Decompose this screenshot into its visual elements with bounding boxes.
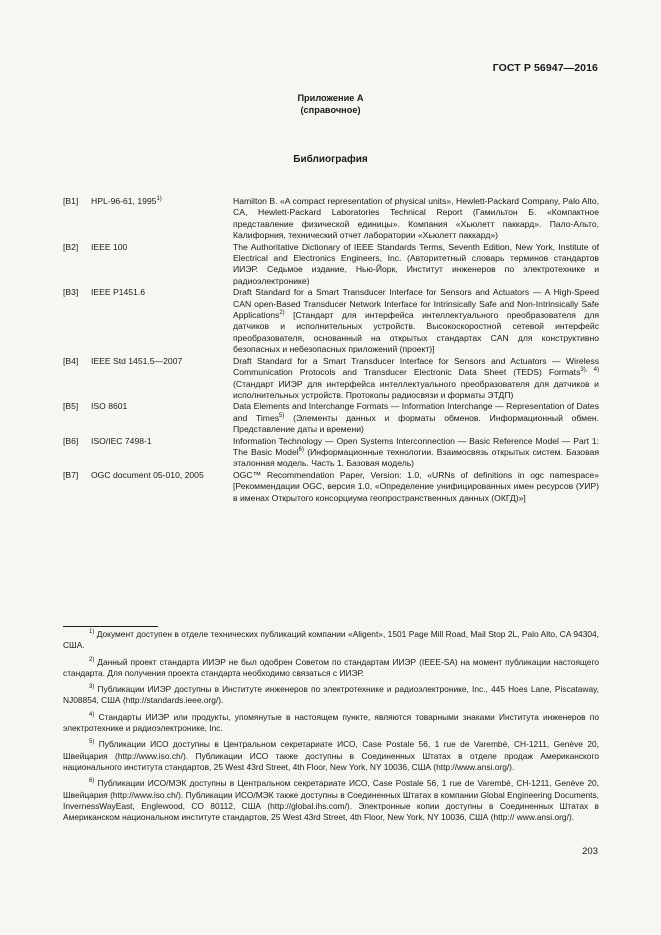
entry-description: The Authoritative Dictionary of IEEE Standards Terms, Seventh Edition, New York, Institute of Electrical and Electronics Engineers, Inc. (Авторитетный словарь терминов стандартов ИИЭР. Седьмое издание, Нью-Йорк, Институт инженеров по электротехнике и радиоэлектронике) — [233, 241, 599, 286]
appendix-heading — [0, 92, 661, 116]
footnote-divider — [63, 626, 158, 627]
entry-description: Draft Standard for a Smart Transducer Interface for Sensors and Actuators — Wireless Communication Protocols and Transducer Electronic Data Sheet (TEDS) Formats$^{3), 4)}$ (Стандарт ИИЭР для интерфейса интеллектуального преобразователя для датчиков и исполнительных устройств. Протоколы радиосвязи и форматы ЭТДП) — [233, 355, 599, 400]
entry-description: Hamilton B. «A compact representation of physical units», Hewlett-Packard Company, Palo Alto, CA, Hewlett-Packard Laboratories Technical Report (Гамильтон Б. «Компактное представление физической единицы». Компания «Хьюлетт паккард». Пало-Альто, Калифорния, технический отчет лаборатории «Хьюлетт паккард») — [233, 196, 599, 241]
footnote: $^{1)}$ Документ доступен в отделе технических публикаций компании «Aligent», 1501 Page Mill Road, Mail Stop 2L, Palo Alto, CA 94304, США. — [63, 629, 599, 651]
bibliography-entry — [63, 242, 599, 288]
bibliography-entry — [63, 196, 599, 242]
entry-identifier: HPL-96-61, 1995$^{1)}$ — [91, 196, 162, 206]
footnote: $^{5)}$ Публикации ИСО доступны в Центральном секретариате ИСО, Case Postale 56, 1 rue de Varembé, CH-1211, Genève 20, Швейцария (http://www.iso.ch/). Публикации ИСО также доступны в Соединенных Штатах в отделе продаж Американского национального института стандартов, 25 West 43rd Street, 4th Floor, New York, NY 10036, США (http://www.ansi.org/). — [63, 739, 599, 772]
footnote-mark: 6) — [89, 778, 95, 785]
bibliography-entry — [63, 436, 599, 470]
footnote-mark: 6) — [298, 447, 304, 454]
entry-description: Information Technology — Open Systems Interconnection — Basic Reference Model — Part 1: The Basic Model$^{6)}$ (Информационные технологии. Взаимосвязь открытых систем. Базовая эталонная модель. Часть 1. Базовая модель) — [233, 435, 599, 469]
footnote: $^{4)}$ Стандарты ИИЭР или продукты, упомянутые в настоящем пункте, являются товарными знаками Института инженеров по электротехнике и радиоэлектронике, Inc. — [63, 711, 599, 734]
entry-description: OGC™ Recommendation Paper, Version: 1.0, «URNs of definitions in ogc namespace» [Рекоммендации OGC, версия 1.0, «Определение унифицированных имен ресурсов (УИР) в именах Открытого консорциума геопространственных данных (ОКГД)»] — [233, 469, 599, 503]
appendix-subtitle: (справочное) — [300, 105, 361, 115]
footnote-mark: 4) — [89, 711, 95, 718]
bibliography-entry — [63, 356, 599, 402]
footnote: $^{3)}$ Публикации ИИЭР доступны в Институте инженеров по электротехнике и радиоэлектронике, Inc., 445 Hoes Lane, Piscataway, NJ08854, США (http://standards.ieee.org/). — [63, 684, 599, 706]
appendix-title: Приложение А — [297, 93, 364, 103]
entry-identifier: OGC document 05-010, 2005 — [91, 469, 204, 480]
page-number: 203 — [582, 846, 598, 857]
footnote-mark: 2) — [279, 310, 285, 317]
bibliography-entry — [63, 470, 599, 504]
footnote-mark: 1) — [156, 196, 162, 203]
footnote-mark: 2) — [89, 656, 95, 663]
entry-number: [B5] — [63, 401, 79, 412]
entry-number: [B6] — [63, 435, 79, 446]
entry-number: [B4] — [63, 355, 79, 366]
bibliography-title: Библиография — [293, 154, 368, 165]
footnote: $^{6)}$ Публикации ИСО/МЭК доступны в Центральном секретариате ИСО, Case Postale 56, 1 rue de Varembé, CH-1211, Genève 20, Швейцария (http://www.iso.ch/). Публикации ИСО/МЭК также доступны в Соединенных Штатах в компании Global Engineering Documents, InvernessWayEast, Englewood, CO 80112, США (http://global.ihs.com/). Электронные копии доступны в Соединенных Штатах в Американском национальном институте стандартов, 25 West 43rd Street, 4th Floor, New York, NY 10036, США (http:// www.ansi.org/). — [63, 778, 599, 823]
footnote-mark: 1) — [89, 629, 95, 636]
bibliography-list — [63, 196, 599, 504]
entry-description: Data Elements and Interchange Formats — Information Interchange — Representation of Dates and Times$^{5)}$ (Элементы данных и форматы обменов. Информационный обмен. Представление даты и времени) — [233, 401, 599, 435]
entry-number: [B1] — [63, 196, 79, 206]
footnote-mark: 5) — [89, 739, 95, 746]
footnote: $^{2)}$ Данный проект стандарта ИИЭР не был одобрен Советом по стандартам ИИЭР (IEEE-SA) на момент публикации настоящего стандарта. Для получения проекта стандарта необходимо связаться с ИИЭР. — [63, 656, 599, 678]
entry-identifier: IEEE 100 — [91, 241, 128, 252]
footnotes-list — [63, 629, 599, 828]
standard-code: ГОСТ Р 56947—2016 — [492, 62, 598, 74]
entry-number: [B3] — [63, 287, 79, 298]
entry-identifier: ISO 8601 — [91, 401, 128, 412]
entry-number: [B2] — [63, 241, 79, 252]
bibliography-entry — [63, 401, 599, 435]
entry-identifier: IEEE P1451.6 — [91, 287, 145, 298]
entry-description: Draft Standard for a Smart Transducer Interface for Sensors and Actuators — A High-Speed CAN open-Based Transducer Network Interface for Intrinsically Safe and Non-Intrinsically Safe Applications$^{2)}$ [Стандарт для интерфейса интеллектуального преобразователя для датчиков и исполнительных устройств. Высокоскоростной сетевой интерфейс преобразователя, основанный на открытых стандартах CAN для конструктивно безопасных и небезопасных приложений (проект)] — [233, 287, 599, 355]
footnote-mark: 3), 4) — [580, 367, 599, 374]
entry-identifier: ISO/IEC 7498-1 — [91, 435, 152, 446]
entry-identifier: IEEE Std 1451.5—2007 — [91, 355, 183, 366]
entry-number: [B7] — [63, 469, 79, 480]
footnote-mark: 3) — [89, 684, 95, 691]
bibliography-entry — [63, 287, 599, 355]
footnote-mark: 5) — [279, 412, 285, 419]
